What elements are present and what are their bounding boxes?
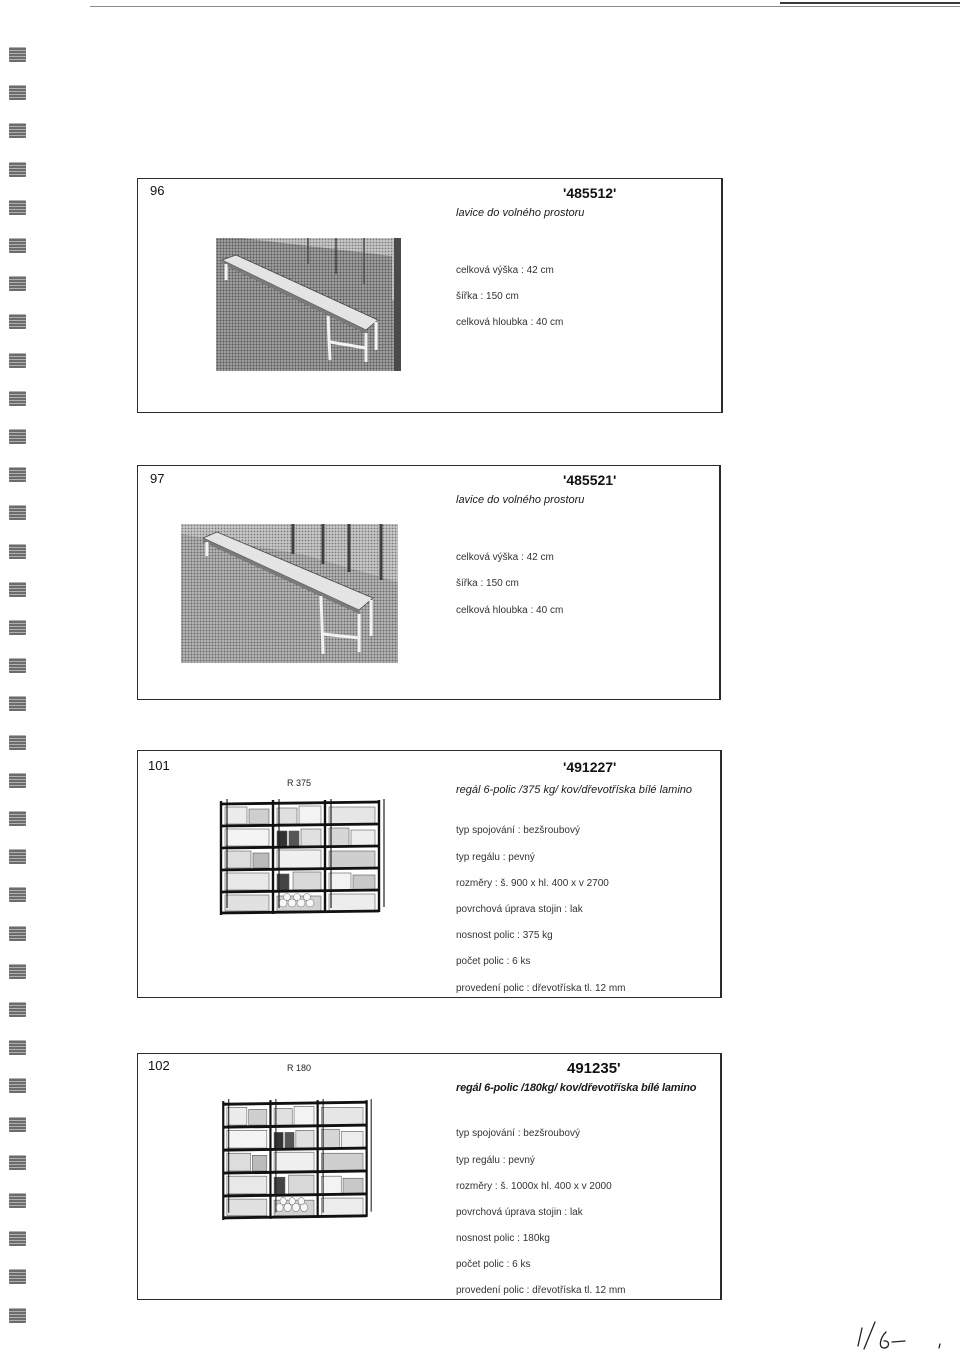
shelving-unit-photo	[213, 798, 386, 916]
spec-line: rozměry : š. 900 x hl. 400 x v 2700	[456, 878, 609, 889]
item-number: 102	[148, 1058, 170, 1073]
spec-line: celková hloubka : 40 cm	[456, 317, 564, 328]
product-card	[137, 1053, 722, 1300]
binding-hole-mark	[9, 505, 26, 520]
wall-corner	[394, 238, 401, 371]
product-code: '485512'	[563, 185, 617, 201]
product-title: lavice do volného prostoru	[456, 494, 585, 506]
product-code: '491227'	[563, 759, 617, 775]
product-title: regál 6-polic /180kg/ kov/dřevotříska bílé lamino	[456, 1082, 697, 1094]
scan-top-line	[90, 6, 960, 7]
binding-hole-mark	[9, 1231, 26, 1246]
binding-hole-mark	[9, 1117, 26, 1132]
rack-label: R 375	[287, 778, 312, 788]
product-code: '485521'	[563, 472, 617, 488]
handwritten-page-mark	[850, 1318, 950, 1352]
bench-photo	[181, 524, 398, 663]
binding-hole-mark	[9, 620, 26, 635]
binding-hole-mark	[9, 849, 26, 864]
binding-hole-mark	[9, 353, 26, 368]
product-code: 491235'	[567, 1060, 621, 1077]
spec-line: nosnost polic : 180kg	[456, 1233, 550, 1244]
binding-hole-mark	[9, 1078, 26, 1093]
binding-hole-mark	[9, 926, 26, 941]
binding-hole-mark	[9, 47, 26, 62]
product-card	[137, 465, 721, 700]
binding-hole-mark	[9, 1308, 26, 1323]
binding-hole-mark	[9, 1269, 26, 1284]
binding-hole-mark	[9, 1155, 26, 1170]
binding-hole-mark	[9, 429, 26, 444]
binding-hole-mark	[9, 162, 26, 177]
binding-hole-mark	[9, 85, 26, 100]
spec-line: šířka : 150 cm	[456, 291, 519, 302]
product-title: lavice do volného prostoru	[456, 207, 585, 219]
item-number: 97	[150, 471, 165, 486]
binding-hole-mark	[9, 658, 26, 673]
binding-hole-mark	[9, 467, 26, 482]
spec-line: povrchová úprava stojin : lak	[456, 1207, 583, 1218]
bench-photo	[216, 238, 401, 371]
spec-line: typ spojování : bezšroubový	[456, 825, 580, 836]
binding-hole-mark	[9, 696, 26, 711]
product-card	[137, 178, 723, 413]
binding-hole-mark	[9, 391, 26, 406]
spec-line: rozměry : š. 1000x hl. 400 x v 2000	[456, 1181, 612, 1192]
binding-hole-mark	[9, 1040, 26, 1055]
spec-line: nosnost polic : 375 kg	[456, 930, 553, 941]
binding-hole-mark	[9, 1193, 26, 1208]
spec-line: typ regálu : pevný	[456, 1155, 535, 1166]
spec-line: celková výška : 42 cm	[456, 265, 554, 276]
binding-hole-mark	[9, 314, 26, 329]
binding-hole-mark	[9, 200, 26, 215]
binding-hole-mark	[9, 887, 26, 902]
spec-line: šířka : 150 cm	[456, 578, 519, 589]
binding-hole-mark	[9, 238, 26, 253]
product-title: regál 6-polic /375 kg/ kov/dřevotříska bílé lamino	[456, 784, 693, 796]
scan-top-edge	[780, 2, 960, 4]
spec-line: provedení polic : dřevotříska tl. 12 mm	[456, 1285, 626, 1296]
spec-line: počet polic : 6 ks	[456, 1259, 531, 1270]
binding-hole-mark	[9, 811, 26, 826]
spec-line: celková hloubka : 40 cm	[456, 605, 564, 616]
spec-line: provedení polic : dřevotříska tl. 12 mm	[456, 983, 626, 994]
shelving-unit-photo	[216, 1098, 373, 1221]
spec-line: celková výška : 42 cm	[456, 552, 554, 563]
item-number: 101	[148, 758, 170, 773]
binding-hole-mark	[9, 123, 26, 138]
binding-hole-mark	[9, 276, 26, 291]
binding-hole-mark	[9, 773, 26, 788]
spec-line: typ regálu : pevný	[456, 852, 535, 863]
spec-line: počet polic : 6 ks	[456, 956, 531, 967]
binding-hole-mark	[9, 1002, 26, 1017]
binding-hole-mark	[9, 735, 26, 750]
binding-hole-mark	[9, 582, 26, 597]
spec-line: povrchová úprava stojin : lak	[456, 904, 583, 915]
binding-hole-mark	[9, 964, 26, 979]
binding-hole-mark	[9, 544, 26, 559]
item-number: 96	[150, 183, 165, 198]
spec-line: typ spojování : bezšroubový	[456, 1128, 580, 1139]
product-card	[137, 750, 722, 998]
rack-label: R 180	[287, 1063, 312, 1073]
